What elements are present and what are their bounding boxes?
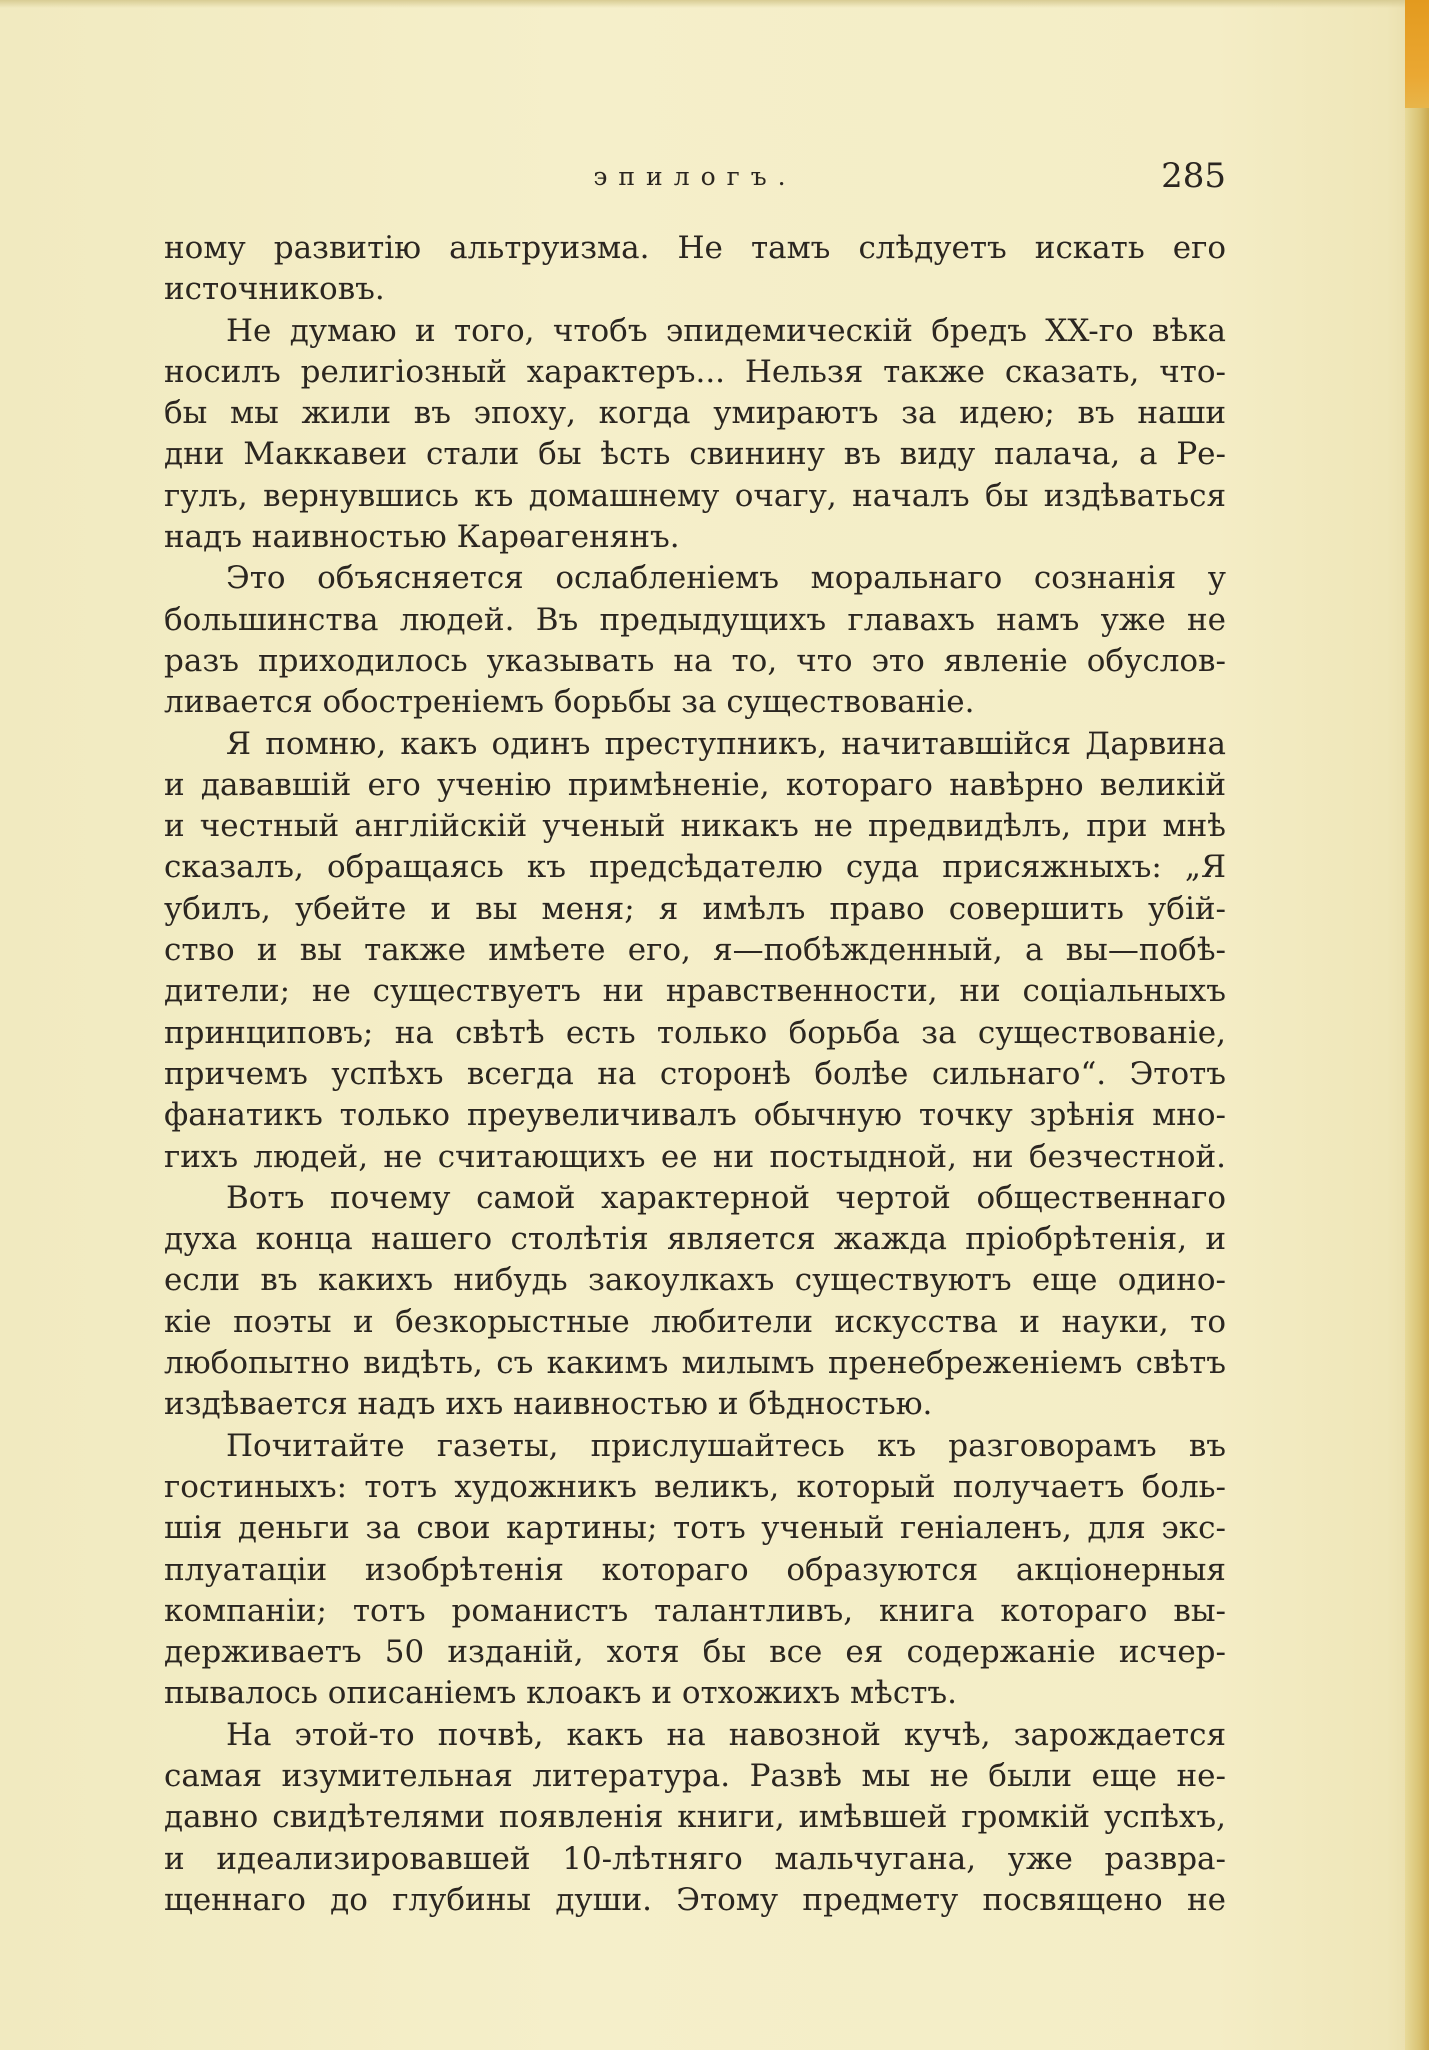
text-line: надъ наивностью Карѳагенянъ. bbox=[164, 519, 680, 556]
text-line: Это объясняется ослабленіемъ моральнаго сознанія у bbox=[226, 560, 1226, 597]
text-line: держиваетъ 50 изданій, хотя бы все ея содержаніе исчер- bbox=[164, 1634, 1226, 1671]
text-line: Вотъ почему самой характерной чертой общественнаго bbox=[226, 1179, 1226, 1216]
text-line: источниковъ. bbox=[164, 271, 385, 308]
text-line: бы мы жили въ эпоху, когда умираютъ за идею; въ наши bbox=[164, 395, 1226, 432]
text-line: если въ какихъ нибудь закоулкахъ существуютъ еще одино- bbox=[164, 1262, 1226, 1299]
page-header bbox=[164, 156, 1226, 200]
text-line: дители; не существуетъ ни нравственности, ни соціальныхъ bbox=[164, 973, 1226, 1010]
page-edge-strip bbox=[1405, 0, 1429, 2050]
text-line: шія деньги за свои картины; тотъ ученый геніаленъ, для экс- bbox=[164, 1510, 1226, 1547]
text-line: разъ приходилось указывать на то, что это явленіе обуслов- bbox=[164, 642, 1226, 679]
body-text bbox=[164, 228, 1226, 1921]
page-edge-tab bbox=[1405, 0, 1429, 108]
text-line: ливается обостреніемъ борьбы за существованіе. bbox=[164, 684, 975, 721]
text-line: фанатикъ только преувеличивалъ обычную точку зрѣнія мно- bbox=[164, 1097, 1226, 1134]
text-line: сказалъ, обращаясь къ предсѣдателю суда присяжныхъ: „Я bbox=[164, 849, 1226, 886]
text-line: давно свидѣтелями появленія книги, имѣвшей громкій успѣхъ, bbox=[164, 1799, 1226, 1836]
text-line: гулъ, вернувшись къ домашнему очагу, началъ бы издѣваться bbox=[164, 477, 1226, 514]
text-line: На этой-то почвѣ, какъ на навозной кучѣ, зарождается bbox=[226, 1716, 1226, 1753]
text-line: издѣвается надъ ихъ наивностью и бѣдностью. bbox=[164, 1386, 933, 1423]
text-line: пывалось описаніемъ клоакъ и отхожихъ мѣстъ. bbox=[164, 1675, 957, 1712]
text-line: ному развитію альтруизма. Не тамъ слѣдуетъ искать его bbox=[164, 230, 1226, 266]
text-line: плуатаціи изобрѣтенія котораго образуются акціонерныя bbox=[164, 1551, 1226, 1588]
text-line: дни Маккавеи стали бы ѣсть свинину въ виду палача, а Ре- bbox=[164, 436, 1226, 473]
page-number: 285 bbox=[1161, 156, 1226, 196]
text-line: любопытно видѣть, съ какимъ милымъ пренебреженіемъ свѣтъ bbox=[164, 1345, 1226, 1382]
text-line: духа конца нашего столѣтія является жажда пріобрѣтенія, и bbox=[164, 1221, 1226, 1258]
text-line: и идеализировавшей 10-лѣтняго мальчугана, уже развра- bbox=[164, 1840, 1226, 1877]
text-line: и дававшій его ученію примѣненіе, котораго навѣрно великій bbox=[164, 766, 1226, 803]
text-line: носилъ религіозный характеръ... Нельзя также сказать, что- bbox=[164, 353, 1226, 390]
text-line: Почитайте газеты, прислушайтесь къ разговорамъ въ bbox=[226, 1427, 1226, 1464]
text-line: большинства людей. Въ предыдущихъ главахъ намъ уже не bbox=[164, 601, 1226, 638]
text-line: и честный англійскій ученый никакъ не предвидѣлъ, при мнѣ bbox=[164, 808, 1226, 845]
text-line: ство и вы также имѣете его, я—побѣжденный, а вы—побѣ- bbox=[164, 932, 1226, 969]
text-line: Я помню, какъ одинъ преступникъ, начитавшійся Дарвина bbox=[226, 725, 1226, 762]
text-line: кіе поэты и безкорыстные любители искусства и науки, то bbox=[164, 1303, 1226, 1340]
text-line: самая изумительная литература. Развѣ мы не были еще не- bbox=[164, 1757, 1226, 1794]
text-line: Не думаю и того, чтобъ эпидемическій бредъ XX-го вѣка bbox=[226, 312, 1226, 349]
page-top-shadow bbox=[0, 0, 1405, 8]
running-title: эпилогъ. bbox=[593, 162, 797, 191]
text-line: убилъ, убейте и вы меня; я имѣлъ право совершить убій- bbox=[164, 890, 1226, 927]
text-line: принциповъ; на свѣтѣ есть только борьба за существованіе, bbox=[164, 1014, 1226, 1051]
text-line: компаніи; тотъ романистъ талантливъ, книга котораго вы- bbox=[164, 1592, 1226, 1629]
text-line: щеннаго до глубины души. Этому предмету посвящено не bbox=[164, 1881, 1226, 1918]
text-line: причемъ успѣхъ всегда на сторонѣ болѣе сильнаго“. Этотъ bbox=[164, 1055, 1226, 1092]
text-line: гостиныхъ: тотъ художникъ великъ, который получаетъ боль- bbox=[164, 1468, 1226, 1505]
text-line: гихъ людей, не считающихъ ее ни постыдной, ни безчестной. bbox=[164, 1138, 1226, 1175]
